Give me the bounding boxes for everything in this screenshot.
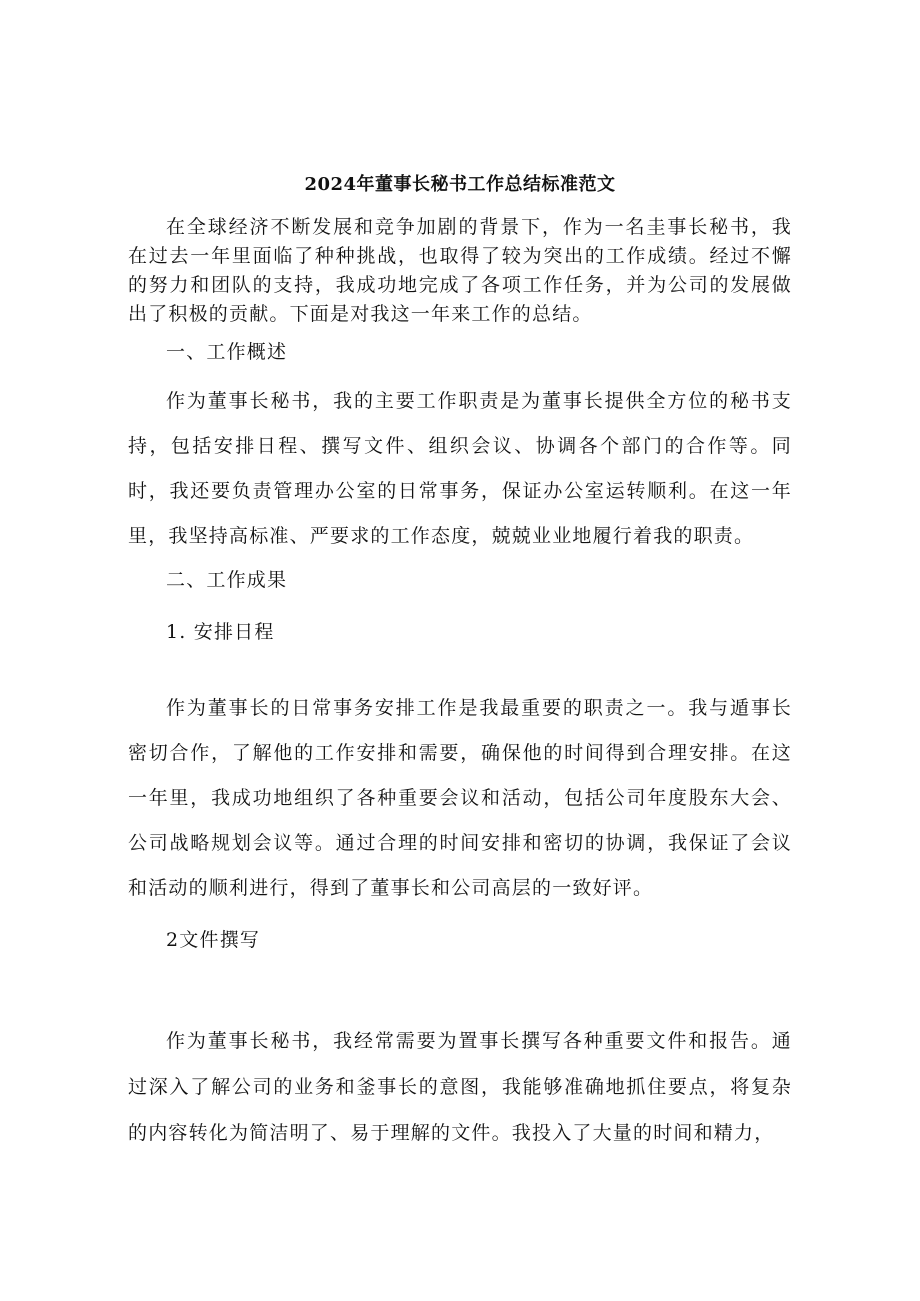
documents-paragraph: 作为董事长秘书，我经常需要为置事长撰写各种重要文件和报告。通过深入了解公司的业务和釜事长的意图，我能够准确地抓住要点，将复杂的内容转化为简洁明了、易于理解的文件。我投入了大量的时间和精力， [128, 1030, 792, 1144]
document-title: 2024年董事长秘书工作总结标准范文 [304, 174, 616, 195]
intro-paragraph: 在全球经济不断发展和竞争加剧的背景下，作为一名圭事长秘书，我在过去一年里面临了种种挑战，也取得了较为突出的工作成绩。经过不懈的努力和团队的支持，我成功地完成了各项工作任务，并为公司的发展做出了积极的贡献。下面是对我这一年来工作的总结。 [128, 216, 792, 325]
overview-paragraph: 作为董事长秘书，我的主要工作职责是为董事长提供全方位的秘书支持，包括安排日程、撰写文件、组织会议、协调各个部门的合作等。同时，我还要负责管理办公室的日常事务，保证办公室运转顺利。在这一年里，我坚持高标准、严要求的工作态度，兢兢业业地履行着我的职责。 [128, 390, 792, 547]
section-heading-overview: 一、工作概述 [166, 341, 288, 363]
section-heading-results: 二、工作成果 [166, 569, 288, 591]
item-heading-schedule: 1. 安排日程 [166, 621, 275, 643]
item-heading-documents: 2文件撰写 [166, 929, 261, 951]
schedule-paragraph: 作为董事长的日常事务安排工作是我最重要的职责之一。我与遁事长密切合作，了解他的工作安排和需要，确保他的时间得到合理安排。在这一年里，我成功地组织了各种重要会议和活动，包括公司年度股东大会、公司战略规划会议等。通过合理的时间安排和密切的协调，我保证了会议和活动的顺利进行，得到了董事长和公司高层的一致好评。 [128, 697, 792, 899]
